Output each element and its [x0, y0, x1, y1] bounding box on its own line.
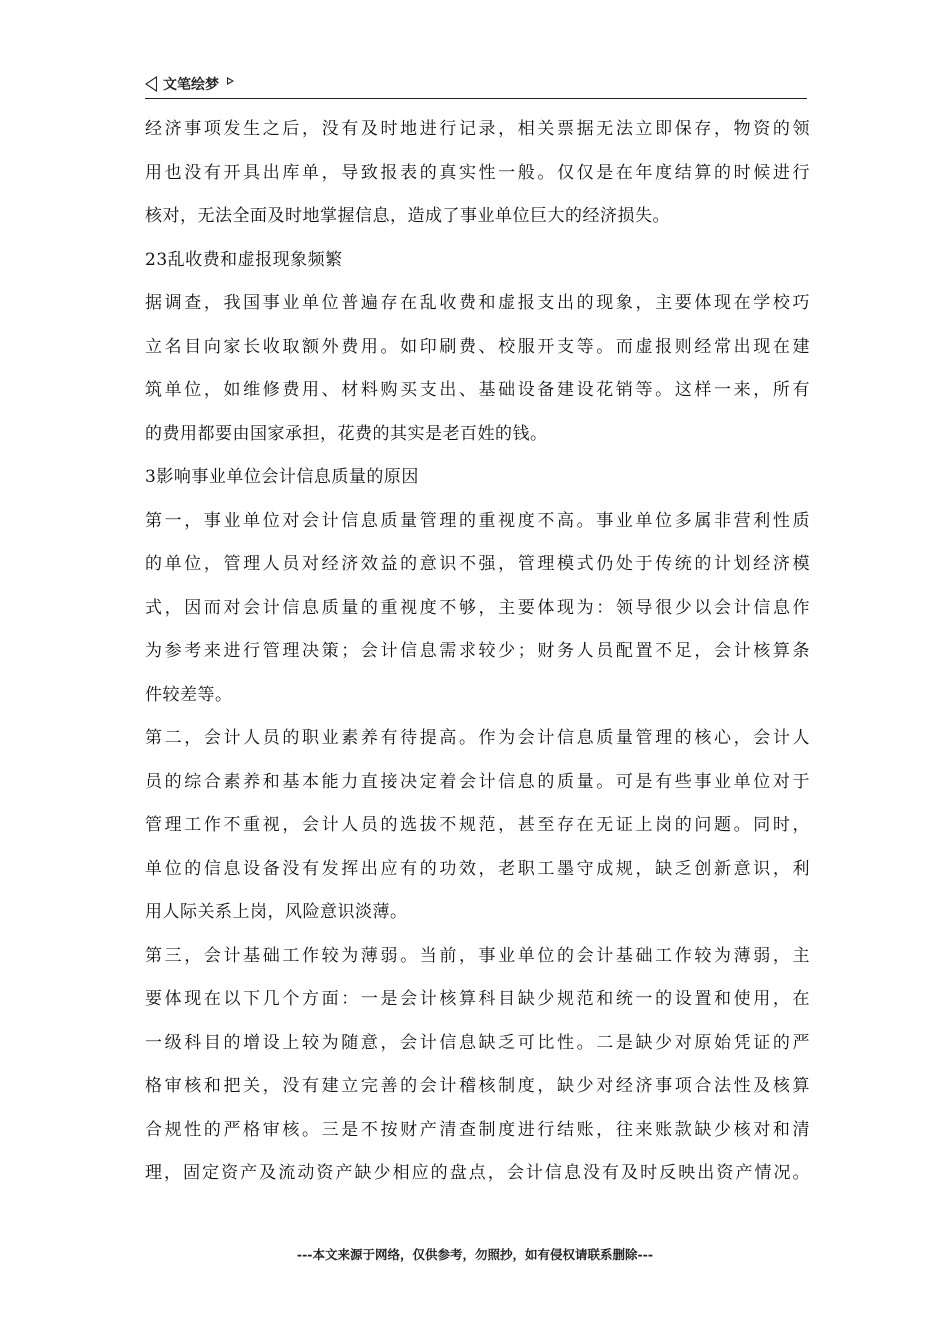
right-triangle-icon [227, 77, 234, 85]
text-line: 经济事项发生之后，没有及时地进行记录，相关票据无法立即保存，物资的领 [145, 119, 810, 139]
text-line: 第一，事业单位对会计信息质量管理的重视度不高。事业单位多属非营利性质 [145, 510, 810, 531]
left-triangle-icon [145, 76, 157, 92]
text-line: 单位的信息设备没有发挥出应有的功效，老职工墨守成规，缺乏创新意识，利 [145, 858, 810, 879]
header-brand [145, 74, 234, 94]
text-line: 员的综合素养和基本能力直接决定着会计信息的质量。可是有些事业单位对于 [145, 771, 810, 792]
text-line: 第三，会计基础工作较为薄弱。当前，事业单位的会计基础工作较为薄弱，主 [145, 945, 810, 966]
document-body [145, 108, 810, 1196]
text-line: 23乱收费和虚报现象频繁 [145, 249, 343, 270]
page-footer: ---本文来源于网络，仅供参考，勿照抄，如有侵权请联系删除--- [296, 1247, 654, 1262]
text-line: 式，因而对会计信息质量的重视度不够，主要体现为：领导很少以会计信息作 [145, 597, 810, 618]
text-line: 管理工作不重视，会计人员的选拔不规范，甚至存在无证上岗的问题。同时， [145, 815, 810, 835]
text-line: 的费用都要由国家承担，花费的其实是老百姓的钱。 [145, 423, 548, 444]
text-line: 件较差等。 [145, 684, 233, 705]
text-line: 立名目向家长收取额外费用。如印刷费、校服开支等。而虚报则经常出现在建 [145, 336, 810, 357]
text-line: 的单位，管理人员对经济效益的意识不强，管理模式仍处于传统的计划经济模 [145, 554, 810, 574]
text-line: 筑单位，如维修费用、材料购买支出、基础设备建设花销等。这样一来，所有 [145, 380, 810, 400]
text-line: 3影响事业单位会计信息质量的原因 [145, 467, 419, 487]
text-line: 据调查，我国事业单位普遍存在乱收费和虚报支出的现象，主要体现在学校巧 [145, 293, 810, 313]
text-line: 理，固定资产及流动资产缺少相应的盘点，会计信息没有及时反映出资产情况。 [145, 1163, 810, 1183]
brand-label: 文笔绘梦 [163, 77, 219, 93]
text-line: 用也没有开具出库单，导致报表的真实性一般。仅仅是在年度结算的时候进行 [145, 162, 810, 183]
text-line: 用人际关系上岗，风险意识淡薄。 [145, 902, 408, 922]
page-header [145, 72, 807, 99]
text-line: 为参考来进行管理决策；会计信息需求较少；财务人员配置不足，会计核算条 [145, 641, 810, 661]
text-line: 一级科目的增设上较为随意，会计信息缺乏可比性。二是缺少对原始凭证的严 [145, 1032, 810, 1053]
text-line: 第二，会计人员的职业素养有待提高。作为会计信息质量管理的核心，会计人 [145, 728, 810, 748]
text-line: 合规性的严格审核。三是不按财产清查制度进行结账，往来账款缺少核对和清 [145, 1119, 810, 1140]
text-line: 要体现在以下几个方面：一是会计核算科目缺少规范和统一的设置和使用，在 [145, 989, 810, 1009]
text-line: 核对，无法全面及时地掌握信息，造成了事业单位巨大的经济损失。 [145, 206, 670, 226]
text-line: 格审核和把关，没有建立完善的会计稽核制度，缺少对经济事项合法性及核算 [145, 1076, 810, 1096]
